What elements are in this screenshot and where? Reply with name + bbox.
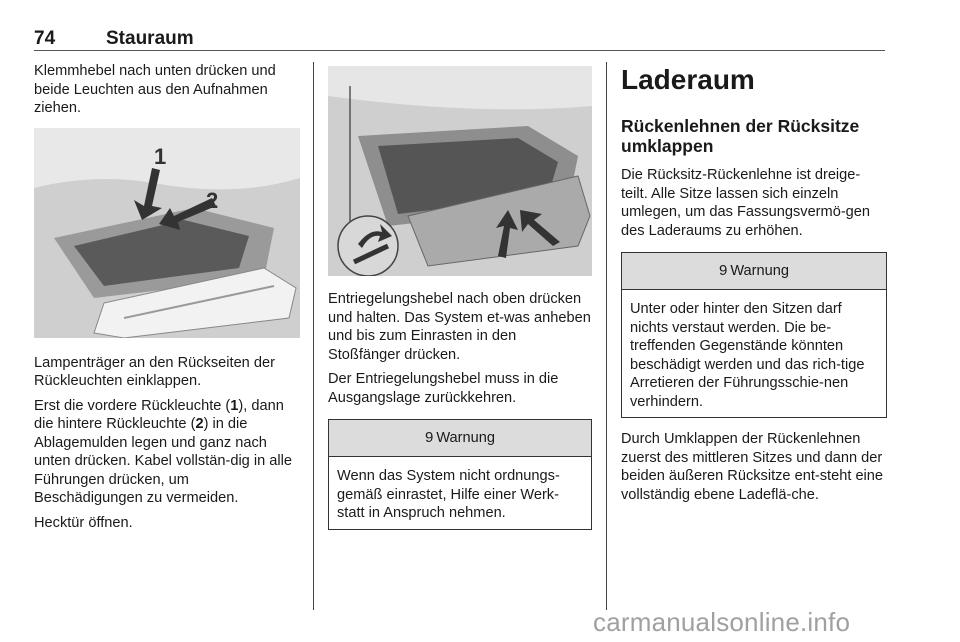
warning-text: Wenn das System nicht ordnungs-gemäß einrastet, Hilfe einer Werk-statt in Anspruch nehmen. bbox=[337, 468, 560, 521]
figure-label-1: 1 bbox=[154, 143, 167, 169]
warning-title: Warnung bbox=[436, 429, 496, 446]
paragraph-with-refs: Erst die vordere Rückleuchte (1), dann die hintere Rückleuchte (2) in die Ablagemulden legen und ganz nach unten drücken. Kabel vollstän-dig in alle Führungen drücken, um Beschädigungen zu vermeiden. bbox=[34, 397, 292, 506]
paragraph: Durch Umklappen der Rückenlehnen zuerst des mittleren Sitzes und dann der beiden äußeren Rücksitze ent-steht eine vollständig ebene Ladeflä-che. bbox=[621, 431, 884, 503]
warning-box bbox=[621, 252, 887, 418]
figure-label-2: 2 bbox=[206, 187, 219, 213]
warning-triangle-icon: 9 bbox=[424, 428, 434, 446]
paragraph: Entriegelungshebel nach oben drücken und halten. Das System et-was anheben und bis zum Einrasten in den Stoßfänger drücken. bbox=[328, 291, 591, 363]
section-title: Stauraum bbox=[106, 28, 194, 49]
warning-triangle-icon: 9 bbox=[718, 261, 728, 279]
paragraph: Hecktür öffnen. bbox=[34, 514, 133, 531]
column-divider bbox=[606, 62, 607, 610]
carrier-insert-illustration bbox=[328, 66, 592, 276]
illustration-svg bbox=[328, 66, 592, 276]
paragraph: Lampenträger an den Rückseiten der Rückleuchten einklappen. bbox=[34, 354, 275, 389]
paragraph: Die Rücksitz-Rückenlehne ist dreige-teilt. Alle Sitze lassen sich einzeln umlegen, um das Fassungsvermö-gen des Laderaums zu erhöhen. bbox=[621, 167, 871, 239]
illustration-svg bbox=[34, 128, 300, 338]
intro-paragraph: Klemmhebel nach unten drücken und beide Leuchten aus den Aufnahmen ziehen. bbox=[34, 63, 276, 116]
column-2 bbox=[328, 62, 592, 530]
column-1 bbox=[34, 62, 300, 538]
page-number: 74 bbox=[34, 28, 56, 49]
warning-box bbox=[328, 419, 592, 530]
chapter-heading: Laderaum bbox=[621, 64, 755, 95]
page-header bbox=[34, 28, 885, 51]
ref-number-1: 1 bbox=[230, 397, 239, 414]
warning-header bbox=[329, 420, 591, 457]
subsection-heading: Rückenlehnen der Rücksitze umklappen bbox=[621, 116, 860, 156]
warning-header bbox=[622, 253, 886, 290]
detail-magnifier bbox=[338, 216, 398, 276]
taillight-removal-illustration bbox=[34, 128, 300, 338]
column-3 bbox=[621, 62, 887, 510]
watermark: carmanualsonline.info bbox=[593, 607, 851, 637]
warning-text: Unter oder hinter den Sitzen darf nichts verstaut werden. Die be-treffenden Gegenstände könnten beschädigt werden und das rich-tige Arretieren der Führungsschie-nen verhindern. bbox=[630, 301, 865, 410]
warning-title: Warnung bbox=[730, 262, 790, 279]
ref-number-2: 2 bbox=[195, 416, 204, 432]
column-divider bbox=[313, 62, 314, 610]
paragraph: Der Entriegelungshebel muss in die Ausgangslage zurückkehren. bbox=[328, 371, 559, 406]
